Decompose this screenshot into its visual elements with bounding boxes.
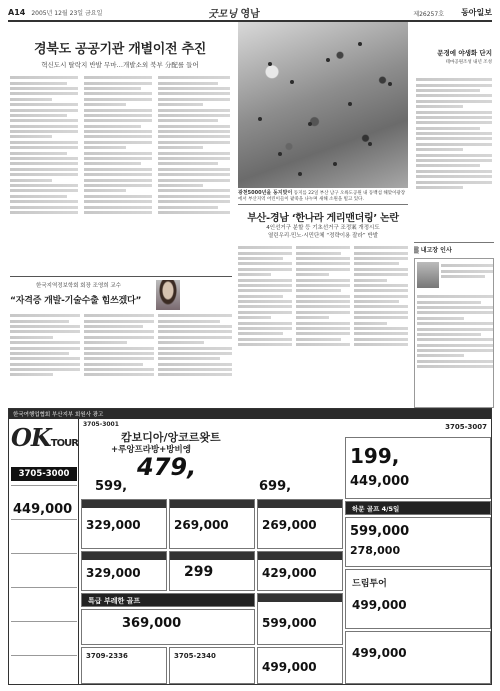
ok-tour-phone: 3705-3000	[11, 467, 77, 481]
ad-cell-6-price: 429,000	[262, 566, 317, 580]
column-body-1	[10, 312, 80, 404]
story2-subheadline	[238, 224, 408, 240]
right-ad-4	[345, 631, 491, 684]
story2-sub-2: 열린우리·민노·시민단체 “정략이용 잘라” 반발	[267, 233, 379, 239]
ad-cell-10	[169, 647, 255, 684]
ad-cell-11-price: 499,000	[262, 660, 317, 674]
lead-headline: 경북도 공공기관 개별이전 추진	[33, 42, 207, 57]
sidebar-subheadline: 테마공원조성 내년 조성	[445, 60, 492, 65]
people-section	[414, 258, 494, 408]
paper-name: 동아일보	[461, 8, 492, 17]
ad-cell-9-phone: 3709-2336	[86, 652, 128, 660]
ad-cell-8	[257, 593, 343, 645]
ad-cell-4-head	[82, 552, 166, 560]
sidebar-headline: 문경에 야생화 단지	[437, 49, 492, 57]
banner-price-3: 699,	[259, 479, 292, 494]
ad-cell-7	[81, 609, 255, 645]
right-ad-band-title: 하문 골프 4/5일	[352, 505, 400, 513]
people-section-title: ▒ 내고장 인사	[414, 242, 494, 254]
ad-cell-2	[169, 499, 255, 549]
ad-cell-8-head	[258, 594, 342, 602]
ad-cell-11	[257, 647, 343, 684]
golf-banner-title: 특급 부레한 골프	[88, 597, 141, 605]
right-ad-1-price-2: 449,000	[350, 474, 410, 489]
right-ad-3-price: 499,000	[352, 598, 407, 612]
right-ad-2-price-2: 278,000	[350, 544, 401, 557]
ok-tour-ad	[9, 419, 79, 684]
ad-cell-2-head	[170, 500, 254, 508]
banner-phone: 3705-3001	[83, 421, 119, 428]
right-ad-1-price: 199,	[350, 444, 400, 468]
column-body-3	[158, 312, 232, 404]
banner-title-2: +루앙프라방+방비엥	[111, 445, 191, 455]
right-ad-1	[345, 437, 491, 499]
ok-price-a: 449,000	[13, 502, 73, 517]
ad-cell-3-price: 269,000	[262, 518, 317, 532]
ok-tour-logo	[11, 423, 78, 452]
ad-cell-5-price: 299	[184, 564, 214, 580]
page-number: A14	[8, 7, 26, 17]
golf-banner	[81, 593, 255, 607]
ad-cell-3-head	[258, 500, 342, 508]
ad-cell-4	[81, 551, 167, 591]
story2-column-2	[296, 244, 350, 394]
column-headline: “자격증 개발-기술수출 힘쓰겠다”	[10, 296, 142, 306]
news-photo	[238, 22, 408, 188]
right-phone-band	[345, 421, 491, 435]
section-name: 영남	[240, 9, 260, 20]
people-photo	[417, 262, 439, 288]
sidebar-column	[414, 22, 494, 406]
ok-logo-small: TOUR	[50, 438, 78, 449]
ad-cell-10-phone: 3705-2340	[174, 652, 216, 660]
story2-headline: 부산-경남 ‘한나라 게리맨더링’ 논란	[238, 204, 408, 224]
lead-column-3	[158, 74, 230, 274]
caption-title: 광천5000년을 동지맞이	[238, 190, 293, 196]
ad-cell-1-price: 329,000	[86, 518, 141, 532]
banner-title: 캄보디아/앙코르왓트	[121, 431, 221, 444]
lead-column-1	[10, 74, 78, 274]
banner-price: 479,	[137, 453, 197, 481]
lead-column-2	[84, 74, 152, 274]
right-phone: 3705-3007	[445, 423, 487, 431]
ad-section	[8, 408, 492, 685]
issue-date: 2005년 12월 23일 금요일	[31, 9, 103, 17]
right-ad-2-price: 599,000	[350, 524, 410, 539]
ad-cell-3	[257, 499, 343, 549]
ad-cell-1	[81, 499, 167, 549]
ad-cell-5	[169, 551, 255, 591]
ad-cell-8-price: 599,000	[262, 616, 317, 630]
right-ad-4-price: 499,000	[352, 646, 407, 660]
sidebar-body	[416, 76, 492, 236]
story2-sub-1: 4인선거구 분할 등 기초선거구 조정案 개정시도	[266, 225, 380, 231]
ad-cell-4-price: 329,000	[86, 566, 141, 580]
ad-cell-2-price: 269,000	[174, 518, 229, 532]
ad-cell-1-head	[82, 500, 166, 508]
ad-cell-6	[257, 551, 343, 591]
ad-cell-7-price: 369,000	[122, 616, 182, 631]
ad-top-band: 한국여행업협회 부산지부 회원사 광고	[9, 409, 492, 419]
caption-text: 동지를 22일 부산 남구 오륙도공원 내 동백섬 해맞이광장에서 부산지역 어린이들이 팥죽을 나누며 새해 소원을 빌고 있다.	[238, 191, 406, 202]
people-text-top	[441, 262, 493, 292]
banner-price-2: 599,	[95, 479, 128, 494]
column-kicker: 한국지역정보학회 회장 조영희 교수	[36, 283, 121, 289]
right-ad-3	[345, 569, 491, 629]
divider	[10, 276, 232, 277]
main-banner-ad	[81, 421, 341, 497]
issue-number: 제26257호	[413, 11, 444, 18]
photo-caption	[238, 190, 408, 203]
section-title	[208, 5, 260, 20]
story2-column-1	[238, 244, 292, 394]
right-ad-band	[345, 501, 491, 515]
section-logo: 굿모닝	[208, 9, 237, 20]
right-ad-3-title: 드림투어	[352, 579, 387, 589]
column-body-2	[84, 312, 154, 404]
right-ad-2	[345, 517, 491, 567]
ad-cell-9	[81, 647, 167, 684]
story2-column-3	[354, 244, 408, 394]
portrait-photo	[156, 280, 180, 310]
ad-cell-5-head	[170, 552, 254, 560]
ad-cell-6-head	[258, 552, 342, 560]
people-text	[417, 293, 493, 405]
ok-logo-text: OK	[11, 423, 51, 452]
masthead	[8, 4, 492, 22]
lead-subheadline: 혁신도시 탈락지 반발 무마…개발소외 북부 分配를 들어	[41, 61, 199, 69]
